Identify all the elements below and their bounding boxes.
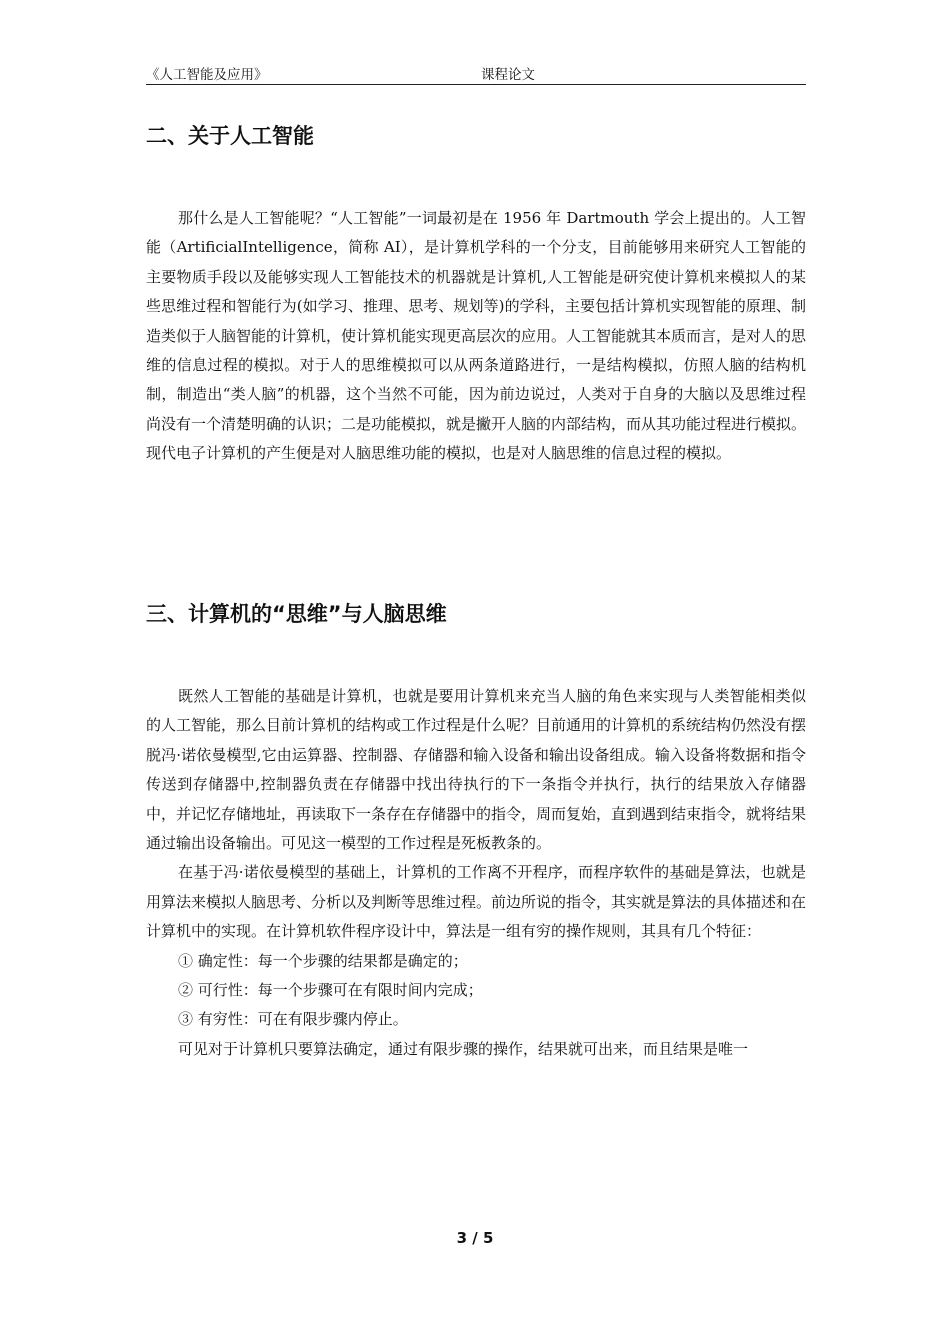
course-title: 《人工智能及应用》	[146, 67, 268, 83]
section-2-paragraph: 那什么是人工智能呢？“人工智能”一词最初是在 1956 年 Dartmouth 学会上提出的。人工智能（ArtificialIntelligence，简称 AI），是计算机学科的一个分支，目前能够用来研究人工智能的主要物质手段以及能够实现人工智能技术的机器就是计算机,人工智能是研究使计算机来模拟人的某些思维过程和智能行为(如学习、推理、思考、规划等)的学科，主要包括计算机实现智能的原理、制造类似于人脑智能的计算机，使计算机能实现更高层次的应用。人工智能就其本质而言，是对人的思维的信息过程的模拟。对于人的思维模拟可以从两条道路进行，一是结构模拟，仿照人脑的结构机制，制造出“类人脑”的机器，这个当然不可能，因为前边说过，人类对于自身的大脑以及思维过程尚没有一个清楚明确的认识；二是功能模拟，就是撇开人脑的内部结构，而从其功能过程进行模拟。现代电子计算机的产生便是对人脑思维功能的模拟，也是对人脑思维的信息过程的模拟。	[146, 209, 807, 463]
page-header	[146, 66, 806, 85]
document-type: 课程论文	[481, 67, 535, 83]
list-item-finiteness: ③ 有穷性：可在有限步骤内停止。	[178, 1010, 408, 1029]
section-3-body	[146, 682, 806, 1064]
section-3-paragraph-2: 在基于冯·诺依曼模型的基础上，计算机的工作离不开程序，而程序软件的基础是算法，也就是用算法来模拟人脑思考、分析以及判断等思维过程。前边所说的指令，其实就是算法的具体描述和在计算机中的实现。在计算机软件程序设计中，算法是一组有穷的操作规则，其具有几个特征：	[146, 863, 807, 941]
page-number: 3 / 5	[456, 1229, 494, 1247]
section-3-closing-paragraph: 可见对于计算机只要算法确定，通过有限步骤的操作，结果就可出来，而且结果是唯一	[178, 1039, 749, 1058]
section-2-heading: 二、关于人工智能	[146, 124, 314, 148]
section-2-body	[146, 204, 806, 469]
section-3-heading: 三、计算机的“思维”与人脑思维	[146, 602, 447, 626]
list-item-determinism: ① 确定性：每一个步骤的结果都是确定的；	[178, 951, 468, 970]
list-item-feasibility: ② 可行性：每一个步骤可在有限时间内完成；	[178, 981, 483, 1000]
section-3-paragraph-1: 既然人工智能的基础是计算机，也就是要用计算机来充当人脑的角色来实现与人类智能相类似的人工智能，那么目前计算机的结构或工作过程是什么呢？目前通用的计算机的系统结构仍然没有摆脱冯·诺依曼模型,它由运算器、控制器、存储器和输入设备和输出设备组成。输入设备将数据和指令传送到存储器中,控制器负责在存储器中找出待执行的下一条指令并执行，执行的结果放入存储器中，并记忆存储地址，再读取下一条存在存储器中的指令，周而复始，直到遇到结束指令，就将结果通过输出设备输出。可见这一模型的工作过程是死板教条的。	[146, 687, 807, 853]
